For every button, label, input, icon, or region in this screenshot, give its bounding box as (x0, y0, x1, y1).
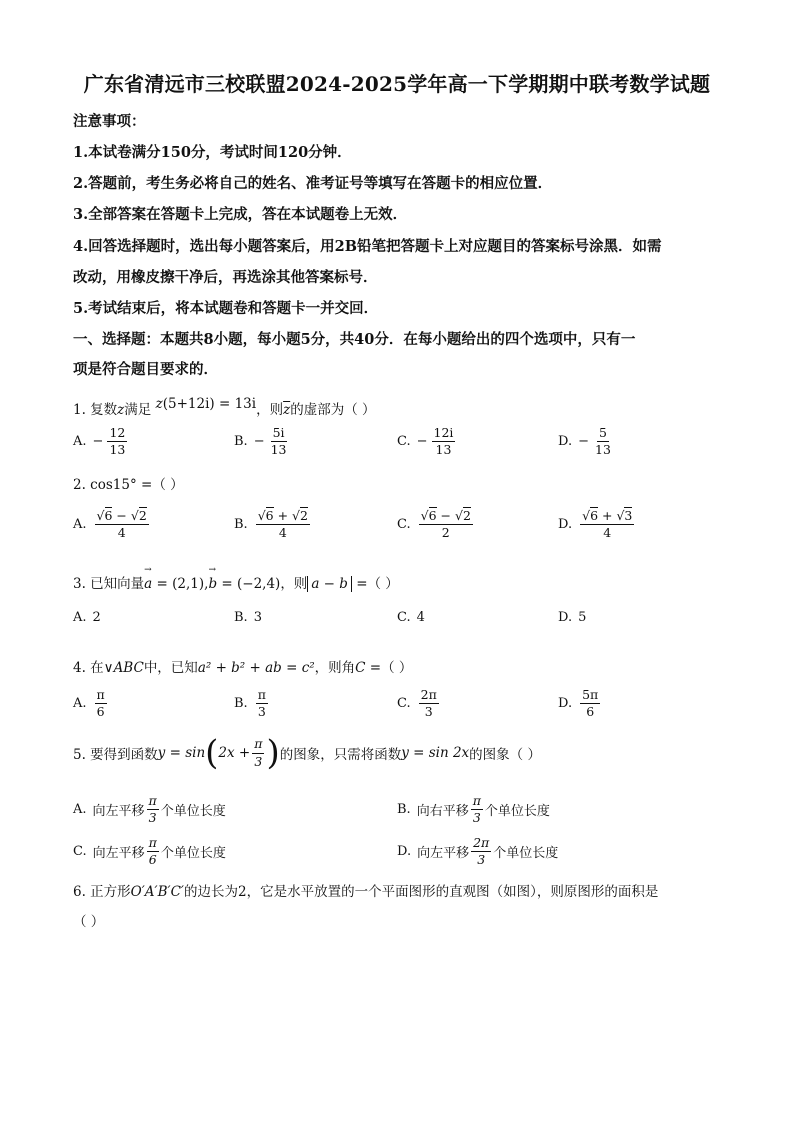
question-1-stem: 1. 复数z满足 z(5+12i) = 13i，则$\overline{z}$的虚部为（ ） (73, 396, 376, 418)
section-heading-cont: 项是符合题目要求的． (73, 361, 218, 378)
notice-item: 改动，用橡皮擦干净后，再选涂其他答案标号． (73, 269, 378, 286)
notice-item: 5.考试结束后，将本试题卷和答题卡一并交回． (73, 300, 379, 317)
section-heading: 一、选择题：本题共8小题，每小题5分，共40分．在每小题给出的四个选项中，只有一 (73, 331, 636, 348)
question-6-stem: 6. 正方形O′A′B′C′的边长为2，它是水平放置的一个平面图形的直观图（如图），则原图形的面积是 (73, 884, 659, 900)
q4-option-b[interactable]: B. $\frac{\pi}{3}$ (234, 687, 266, 720)
q1-option-a[interactable]: A. − $\frac{12}{13}$ (73, 425, 126, 458)
question-2-stem: 2. cos15° =（ ） (73, 477, 184, 493)
question-4-stem: 4. 在∨ABC中，已知a² + b² + ab = c²，则角C =（ ） (73, 660, 413, 676)
q1-option-b[interactable]: B. − $\frac{5i}{13}$ (234, 425, 287, 458)
q2-option-c[interactable]: C. $\frac{√6 - √2}{2}$ (397, 508, 471, 541)
q4-option-c[interactable]: C. $\frac{2\pi}{3}$ (397, 687, 437, 720)
q2-option-a[interactable]: A. $\frac{√6 - √2}{4}$ (73, 508, 147, 541)
exam-title: 广东省清远市三校联盟2024-2025学年高一下学期期中联考数学试题 (83, 72, 711, 96)
notice-heading: 注意事项： (73, 113, 146, 130)
q2-option-b[interactable]: B. $\frac{√6 + √2}{4}$ (234, 508, 308, 541)
question-6-stem-cont: （ ） (73, 914, 105, 930)
q2-option-d[interactable]: D. $\frac{√6 + √3}{4}$ (558, 508, 633, 541)
q3-option-b[interactable]: B. 3 (234, 610, 262, 625)
notice-item: 2.答题前，考生务必将自己的姓名、准考证号等填写在答题卡的相应位置． (73, 175, 553, 192)
q5-option-d[interactable]: D. 向左平移 $\frac{2\pi}{3}$ 个单位长度 (397, 835, 559, 868)
q3-option-d[interactable]: D. 5 (558, 610, 587, 625)
q3-option-a[interactable]: A. 2 (73, 610, 101, 625)
q3-option-c[interactable]: C. 4 (397, 610, 425, 625)
notice-item: 1.本试卷满分150分，考试时间120分钟． (73, 144, 352, 161)
q4-option-d[interactable]: D. $\frac{5\pi}{6}$ (558, 687, 599, 720)
q5-option-c[interactable]: C. 向左平移 $\frac{\pi}{6}$ 个单位长度 (73, 835, 226, 868)
question-5-stem: 5. 要得到函数 y = sin ( 2x + $\frac{\pi}{3}$ ) 的图象，只需将函数 y = sin 2x 的图象（ ） (73, 733, 541, 773)
notice-item: 4.回答选择题时，选出每小题答案后，用2B铅笔把答题卡上对应题目的答案标号涂黑．如需 (73, 238, 662, 255)
q5-option-a[interactable]: A. 向左平移 $\frac{\pi}{3}$ 个单位长度 (73, 793, 226, 826)
question-3-stem: 3. 已知向量→ a = (2,1),→ b = (−2,4)，则 a − b =（ ） (73, 572, 399, 592)
q1-option-d[interactable]: D. − $\frac{5}{13}$ (558, 425, 611, 458)
q5-option-b[interactable]: B. 向右平移 $\frac{\pi}{3}$ 个单位长度 (397, 793, 550, 826)
q4-option-a[interactable]: A. $\frac{\pi}{6}$ (73, 687, 105, 720)
q1-option-c[interactable]: C. − $\frac{12i}{13}$ (397, 425, 454, 458)
notice-item: 3.全部答案在答题卡上完成，答在本试题卷上无效． (73, 206, 408, 223)
